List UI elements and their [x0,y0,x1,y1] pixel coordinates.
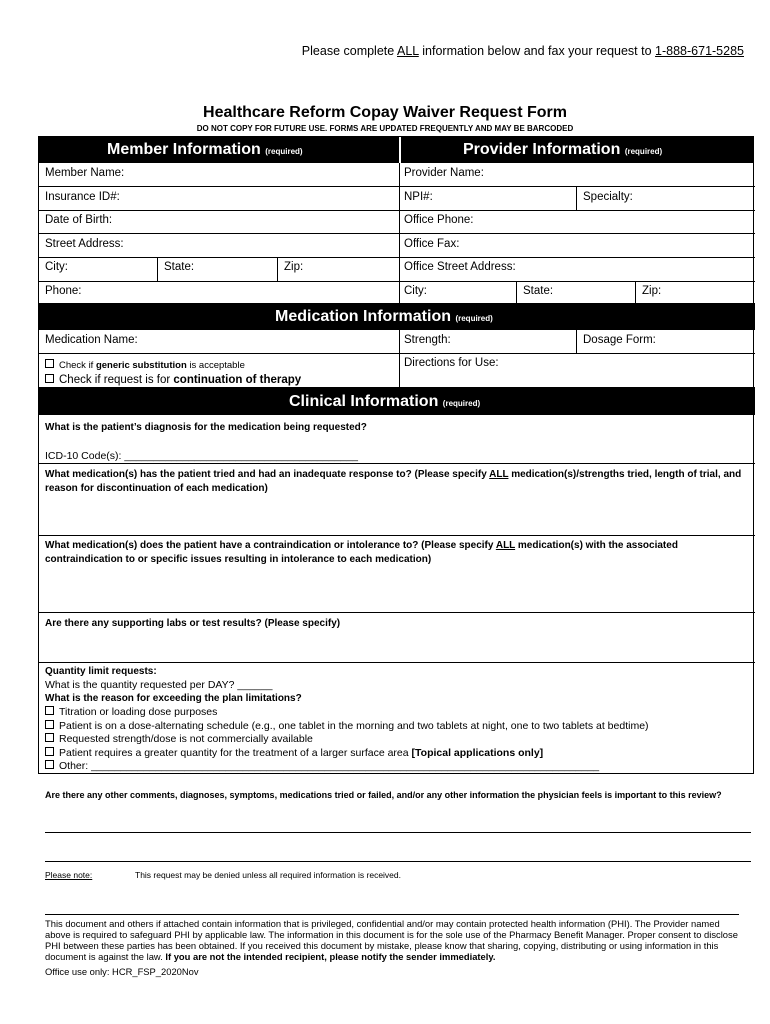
medication-name-field[interactable]: Medication Name: [45,334,138,346]
provider-name-field[interactable]: Provider Name: [404,167,484,179]
footer-divider [45,914,739,915]
option-titration[interactable]: Titration or loading dose purposes [45,706,217,718]
member-info-header: Member Information (required) [39,137,399,163]
option-dose-alternating[interactable]: Patient is on a dose-alternating schedule (e.g., one tablet in the morning and two tablets at night, one to two tablets at bedtime) [45,720,649,732]
comments-question: Are there any other comments, diagnoses, symptoms, medications tried or failed, and/or any other information the physician feels is important to this review? [45,790,722,800]
strength-unavailable-checkbox[interactable] [45,733,54,742]
other-checkbox[interactable] [45,760,54,769]
provider-zip-field[interactable]: Zip: [642,285,662,297]
dose-alternating-checkbox[interactable] [45,720,54,729]
continuation-checkbox[interactable] [45,374,54,383]
directions-field[interactable]: Directions for Use: [404,357,499,369]
comments-line-2[interactable] [45,861,751,862]
confidentiality-notice: This document and others if attached contain information that is privileged, confidential and/or may contain protected health information (PHI). The Provider named above is required to safeguard PHI by applicable law. The information in this document is for the sole use of the Pharmacy Benefit Manager. Proper consent to disclose PHI between these parties has been obtained. If you received this document by mistake, please know that sharing, copying, distributing or using information in this document is against the law. If you are not the intended recipient, please notify the sender immediately. [45,918,738,962]
office-phone-field[interactable]: Office Phone: [404,214,474,226]
reason-heading: What is the reason for exceeding the plan limitations? [45,693,302,704]
member-state-field[interactable]: State: [164,261,195,273]
fax-number: 1-888-671-5285 [655,44,744,58]
member-name-field[interactable]: Member Name: [45,167,125,179]
street-address-field[interactable]: Street Address: [45,238,124,250]
npi-field[interactable]: NPI#: [404,191,433,203]
office-use-code: Office use only: HCR_FSP_2020Nov [45,966,199,977]
form-subtitle: DO NOT COPY FOR FUTURE USE. FORMS ARE UPDATED FREQUENTLY AND MAY BE BARCODED [196,124,574,133]
diagnosis-question: What is the patient’s diagnosis for the medication being requested? [45,422,367,433]
dosage-form-field[interactable]: Dosage Form: [583,334,656,346]
form-title: Healthcare Reform Copay Waiver Request Form [203,104,567,121]
provider-info-header: Provider Information (required) [401,137,754,163]
generic-substitution-checkbox[interactable] [45,359,54,368]
surface-area-checkbox[interactable] [45,747,54,756]
fax-instructions: Please complete ALL information below and fax your request to 1-888-671-5285 [301,44,744,58]
contraindication-question: What medication(s) does the patient have a contraindication or intolerance to? (Please specify ALL medication(s) with the associated contraindication to or specific issues resulting in intolerance to each medication) [45,540,678,565]
titration-checkbox[interactable] [45,706,54,715]
please-note-text: This request may be denied unless all required information is received. [135,870,401,880]
date-of-birth-field[interactable]: Date of Birth: [45,214,113,226]
specialty-field[interactable]: Specialty: [583,191,633,203]
medication-info-header: Medication Information (required) [39,303,755,330]
tried-medications-question: What medication(s) has the patient tried and had an inadequate response to? (Please specify ALL medication(s)/strengths tried, length of trial, and reason for discontinuation of each medication) [45,469,742,494]
member-phone-field[interactable]: Phone: [45,285,82,297]
option-strength-unavailable[interactable]: Requested strength/dose is not commercially available [45,733,313,745]
office-street-field[interactable]: Office Street Address: [404,261,516,273]
quantity-limit-heading: Quantity limit requests: [45,666,157,677]
request-form [38,136,754,774]
labs-question: Are there any supporting labs or test results? (Please specify) [45,618,341,629]
comments-line-1[interactable] [45,832,751,833]
icd-10-field[interactable]: ICD-10 Code(s): ________________________________________ [45,450,358,462]
clinical-info-header: Clinical Information (required) [39,387,755,415]
strength-field[interactable]: Strength: [404,334,451,346]
option-surface-area[interactable]: Patient requires a greater quantity for the treatment of a larger surface area [Topical applications only] [45,747,543,759]
member-city-field[interactable]: City: [45,261,68,273]
please-note-label: Please note: [45,870,93,880]
member-zip-field[interactable]: Zip: [284,261,304,273]
option-other[interactable]: Other: _______________________________________________________________________________________ [45,760,599,772]
quantity-per-day-field[interactable]: What is the quantity requested per DAY? ______ [45,679,273,691]
provider-state-field[interactable]: State: [523,285,554,297]
insurance-id-field[interactable]: Insurance ID#: [45,191,120,203]
provider-city-field[interactable]: City: [404,285,427,297]
generic-substitution-option[interactable]: Check if generic substitution is acceptable [45,359,245,371]
continuation-option[interactable]: Check if request is for continuation of therapy [45,374,301,386]
office-fax-field[interactable]: Office Fax: [404,238,460,250]
